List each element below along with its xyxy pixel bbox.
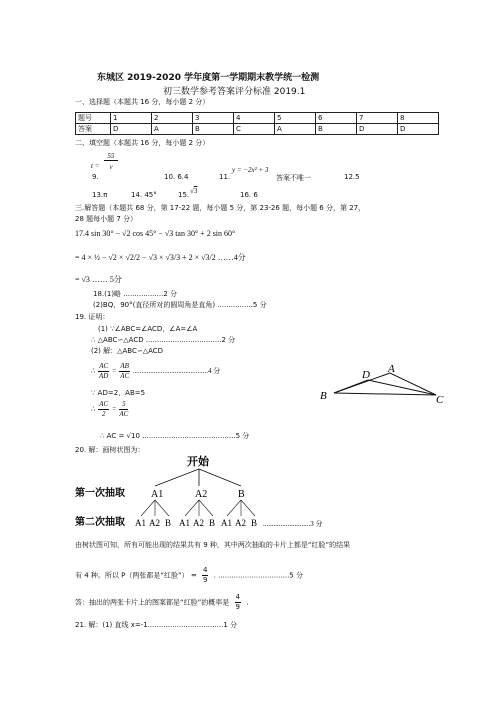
q19-p1: (1) ∵∠ABC=∠ACD，∠A=∠A (98, 325, 198, 333)
tree-node-l1: A1 (151, 489, 164, 500)
tree-branch (155, 500, 169, 516)
q19-p2: ∴ △ABC∽△ACD ..................................2 分 (91, 336, 236, 344)
fraction-numerator: AC (99, 400, 109, 408)
q9-number: 9. (92, 173, 99, 181)
tree-row2-label: 第二次抽取 (75, 517, 125, 528)
q17-line2: = 4 × ½ − √2 × √2/2 − √3 × √3/3 + 2 × √3/2 ……4分 (75, 253, 246, 262)
tree-node-l1: A2 (195, 489, 208, 500)
q20-p2-text: 有 4 种。所以 P（两张都是“红脸”） = (75, 571, 197, 580)
tree-node-l2: A1 (221, 518, 232, 528)
vertex-b-label: B (320, 390, 327, 402)
q20-p2 (75, 566, 303, 585)
tree-row1-label: 第一次抽取 (75, 488, 125, 499)
tree-node-l1: B (238, 489, 245, 500)
tree-root-label: 开始 (187, 456, 209, 468)
point-d-label: D (362, 369, 370, 381)
q13-answer: 13.π (92, 191, 108, 199)
q20-p2-score: . ................................5 分 (213, 571, 303, 580)
q20-p3-end: . (246, 598, 249, 607)
segment-dc (368, 380, 436, 395)
doc-subtitle: 初三数学参考答案评分标准 2019.1 (163, 87, 306, 97)
fraction-denominator: 2 (101, 410, 106, 418)
fraction-denominator: AD (99, 372, 109, 380)
tree-branch (155, 469, 199, 486)
fraction-denominator: 9 (202, 576, 208, 584)
section3-heading-cont: 28 题每小题 7 分） (75, 215, 138, 223)
table-cell: B (193, 124, 234, 135)
q17-line1: 17.4 sin 30° − √2 cos 45° − √3 tan 30° + 2 sin 60° (75, 229, 236, 238)
table-cell: B (316, 124, 357, 135)
triangle-figure (318, 365, 450, 437)
tree-node-l2: A1 (135, 518, 146, 528)
tree-branch (141, 500, 155, 516)
tree-branch (199, 500, 213, 516)
q19-p5: ∴ AC = √10 ..........................................5 分 (100, 432, 250, 440)
fraction-numerator: 4 (235, 593, 240, 601)
q19-proportion1: ∴ $\frac{AC}{AD}$ = $\frac{AB}{AC}$ ...........................................4 分 (91, 362, 221, 380)
tree-diagram (75, 455, 375, 540)
q18-part1: 18.(1)略 ..................2 分 (93, 290, 178, 298)
table-cell: A (152, 124, 193, 135)
tree-branch (241, 500, 255, 516)
q17-line3: = √3 …… 5分 (75, 275, 122, 284)
doc-title: 东城区 2019-2020 学年度第一学期期末教学统一检测 (97, 73, 320, 83)
q16-answer: 16. 6 (240, 191, 258, 199)
tree-branch (199, 469, 241, 486)
vertex-a-label: A (388, 365, 395, 375)
q19-proportion1-tail: ...........................................4 分 (132, 367, 221, 376)
q19-title: 19. 证明： (75, 313, 110, 321)
tree-node-l2: A2 (193, 518, 204, 528)
tree-branch (227, 500, 241, 516)
q20-title: 20. 解：画树状图为： (75, 446, 145, 454)
q19-proportion2: ∴ $\frac{AC}{2}$ = $\frac{5}{AC}$ (91, 400, 129, 418)
tree-node-l2: A2 (235, 518, 246, 528)
tree-node-l2: A2 (149, 518, 160, 528)
q9-lhs: t = (91, 162, 100, 170)
answer-table (75, 112, 439, 135)
fraction-denominator: AC (120, 372, 130, 380)
section3-heading: 三.解答题（本题共 68 分，第 17-22 题，每小题 5 分，第 23-26 题，每小题 6 分，第 27， (75, 204, 366, 212)
q9-numerator: 55 (104, 152, 118, 161)
q11-note: 答案不唯一 (276, 174, 311, 182)
q15-number: 15. (178, 191, 190, 199)
q15-root: √3 (190, 187, 198, 195)
tree-branch (185, 500, 199, 516)
q21-p1: 21. 解：(1) 直线 x=-1..................................1 分 (75, 621, 238, 629)
table-cell: 1 (111, 113, 152, 124)
table-cell: 7 (357, 113, 398, 124)
table-cell: D (398, 124, 439, 135)
tree-node-l2: B (209, 518, 216, 528)
segment-bd (334, 380, 368, 393)
table-row (76, 124, 439, 135)
q11-number: 11. (219, 173, 231, 181)
section2-heading: 二、填空题（本题共 16 分，每小题 2 分） (75, 139, 210, 147)
q10-answer: 10. 6.4 (164, 173, 189, 181)
fraction-numerator: 4 (202, 566, 208, 574)
q9-denominator: v (109, 163, 113, 171)
table-cell: 答案 (76, 124, 111, 135)
q12-answer: 12.5 (344, 173, 360, 181)
tree-node-l2: B (251, 518, 258, 528)
table-cell: A (275, 124, 316, 135)
q20-p3 (75, 593, 248, 612)
q19-p3: (2) 解：△ABC∽△ACD (91, 347, 164, 355)
table-cell: 6 (316, 113, 357, 124)
q15-radicand: 3 (193, 187, 198, 195)
tree-node-l2: B (165, 518, 172, 528)
q14-answer: 14. 45° (131, 191, 157, 199)
tree-score: ...........................3 分 (263, 520, 323, 528)
vertex-c-label: C (436, 394, 444, 406)
q18-part2: (2)BQ，90°(直径所对的圆周角是直角) ................5 分 (93, 301, 267, 309)
fraction-numerator: AC (99, 362, 109, 370)
table-cell: 3 (193, 113, 234, 124)
table-cell: 4 (234, 113, 275, 124)
q20-p3-text: 答：抽出的两张卡片上的图案都是“红脸”的概率是 (75, 598, 230, 607)
fraction-numerator: AB (120, 362, 129, 370)
table-cell: D (357, 124, 398, 135)
table-cell: C (234, 124, 275, 135)
q11-expression: y = −2x² + 3 (232, 166, 269, 174)
table-row (76, 113, 439, 124)
q19-p4: ∵ AD=2，AB=5 (91, 389, 146, 397)
table-cell: 题号 (76, 113, 111, 124)
fraction-numerator: 5 (119, 400, 128, 410)
table-cell: 2 (152, 113, 193, 124)
table-cell: D (111, 124, 152, 135)
tree-node-l2: A1 (179, 518, 190, 528)
table-cell: 5 (275, 113, 316, 124)
table-cell: 8 (398, 113, 439, 124)
q20-p1: 由树状图可知，所有可能出现的结果共有 9 种，其中两次抽取的卡片上都是“红脸”的结果 (75, 541, 351, 549)
section1-heading: 一、选择题（本题共 16 分，每小题 2 分） (75, 98, 210, 106)
fraction-denominator: AC (119, 410, 129, 418)
fraction-denominator: 9 (235, 603, 240, 611)
